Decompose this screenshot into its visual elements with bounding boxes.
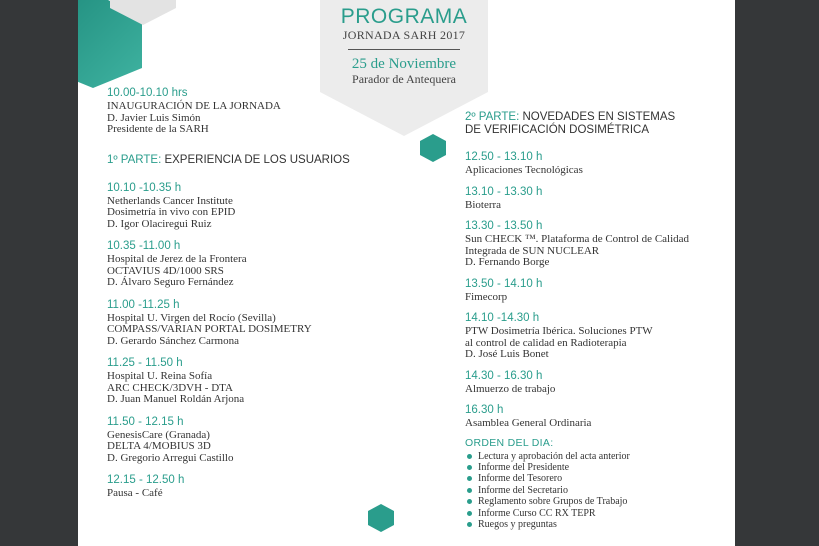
session-line: Presidente de la SARH [107, 123, 209, 135]
session-time: 11.25 - 11.50 h [107, 357, 183, 369]
session-time: 11.00 -11.25 h [107, 298, 180, 311]
hexagon-teal-small-decoration [419, 133, 447, 163]
session-line: Fimecorp [465, 290, 508, 303]
session-line: Almuerzo de trabajo [465, 382, 556, 395]
session-line: OCTAVIUS 4D/1000 SRS [107, 264, 224, 277]
agenda-item: Ruegos y preguntas [465, 519, 733, 530]
session-block [465, 151, 733, 177]
session-line: D. Álvaro Seguro Fernández [107, 276, 234, 288]
session-line: PTW Dosimetría Ibérica. Soluciones PTW [465, 325, 653, 337]
session-time: 10.00-10.10 hrs [107, 87, 188, 99]
session-time: 14.30 - 16.30 h [465, 369, 543, 382]
right-margin-band [735, 0, 819, 546]
session-time: 12.15 - 12.50 h [107, 474, 185, 486]
session-block [107, 474, 407, 500]
opening-session [107, 87, 407, 136]
session-time: 10.10 -10.35 h [107, 181, 182, 194]
session-line: D. Igor Olaciregui Ruiz [107, 217, 212, 230]
event-venue: Parador de Antequera [352, 72, 456, 86]
session-line: Aplicaciones Tecnológicas [465, 164, 583, 176]
session-line: Asamblea General Ordinaria [465, 417, 592, 429]
agenda-item: Informe del Secretario [465, 485, 733, 496]
session-line: COMPASS/VARIAN PORTAL DOSIMETRY [107, 323, 312, 335]
header-divider [348, 49, 460, 50]
session-time: 14.10 -14.30 h [465, 312, 540, 324]
session-block [107, 416, 407, 465]
program-page [78, 0, 735, 546]
session-block [107, 182, 407, 231]
program-subtitle: JORNADA SARH 2017 [342, 28, 466, 42]
session-block [465, 278, 733, 304]
session-line: Integrada de SUN NUCLEAR [465, 244, 600, 257]
session-time: 13.50 - 14.10 h [465, 277, 543, 290]
session-line: Bioterra [465, 198, 502, 211]
session-block [465, 404, 733, 430]
part2-number: 2º PARTE: [465, 111, 520, 123]
session-line: INAUGURACIÓN DE LA JORNADA [107, 100, 281, 112]
left-column [107, 87, 407, 510]
part2-title-line1: NOVEDADES EN SISTEMAS [522, 111, 676, 123]
session-line: Pausa - Café [107, 487, 163, 499]
session-line: DELTA 4/MOBIUS 3D [107, 440, 211, 452]
part1-number: 1º PARTE: [107, 153, 162, 166]
hexagon-grey-decoration [108, 0, 178, 25]
agenda-section [465, 437, 733, 531]
left-margin-band [0, 0, 78, 546]
part1-title: EXPERIENCIA DE LOS USUARIOS [164, 153, 350, 166]
session-line: al control de calidad en Radioterapia [465, 336, 627, 349]
agenda-title: ORDEN DEL DIA: [465, 436, 554, 449]
session-time: 11.50 - 12.15 h [107, 415, 184, 428]
session-block [107, 357, 407, 406]
session-line: D. Gerardo Sánchez Carmona [107, 334, 239, 347]
part1-heading [107, 154, 407, 167]
session-line: D. Javier Luis Simón [107, 111, 201, 124]
session-line: Hospital de Jerez de la Frontera [107, 253, 247, 265]
agenda-item: Reglamento sobre Grupos de Trabajo [465, 496, 733, 507]
session-block [465, 186, 733, 212]
session-block [107, 240, 407, 289]
session-time: 16.30 h [465, 404, 504, 416]
session-line: Netherlands Cancer Institute [107, 194, 233, 207]
program-title: PROGRAMA [340, 5, 468, 28]
right-column [465, 111, 733, 530]
session-line: ARC CHECK/3DVH - DTA [107, 381, 233, 394]
session-time: 12.50 - 13.10 h [465, 151, 543, 163]
session-line: D. Gregorio Arregui Castillo [107, 451, 234, 464]
session-line: Hospital U. Reina Sofía [107, 370, 213, 382]
part2-heading [465, 111, 733, 137]
session-line: D. José Luis Bonet [465, 348, 549, 360]
session-block [465, 220, 733, 269]
session-block [465, 312, 733, 361]
agenda-item: Lectura y aprobación del acta anterior [465, 451, 733, 462]
agenda-item: Informe Curso CC RX TEPR [465, 508, 733, 519]
agenda-item: Informe del Tesorero [465, 473, 733, 484]
session-time: 10.35 -11.00 h [107, 240, 181, 252]
session-block [465, 370, 733, 396]
session-line: D. Fernando Borge [465, 256, 550, 268]
session-time: 13.10 - 13.30 h [465, 185, 543, 198]
session-line: Dosimetría in vivo con EPID [107, 206, 236, 218]
session-line: Hospital U. Virgen del Rocío (Sevilla) [107, 311, 276, 324]
session-line: D. Juan Manuel Roldán Arjona [107, 393, 245, 405]
session-line: GenesisCare (Granada) [107, 428, 210, 441]
agenda-item: Informe del Presidente [465, 462, 733, 473]
session-line: Sun CHECK ™. Plataforma de Control de Calidad [465, 233, 690, 245]
program-header [340, 6, 468, 86]
session-block [107, 299, 407, 348]
event-date: 25 de Noviembre [351, 56, 457, 72]
part2-title-line2: DE VERIFICACIÓN DOSIMÉTRICA [465, 124, 650, 136]
session-time: 13.30 - 13.50 h [465, 220, 543, 232]
